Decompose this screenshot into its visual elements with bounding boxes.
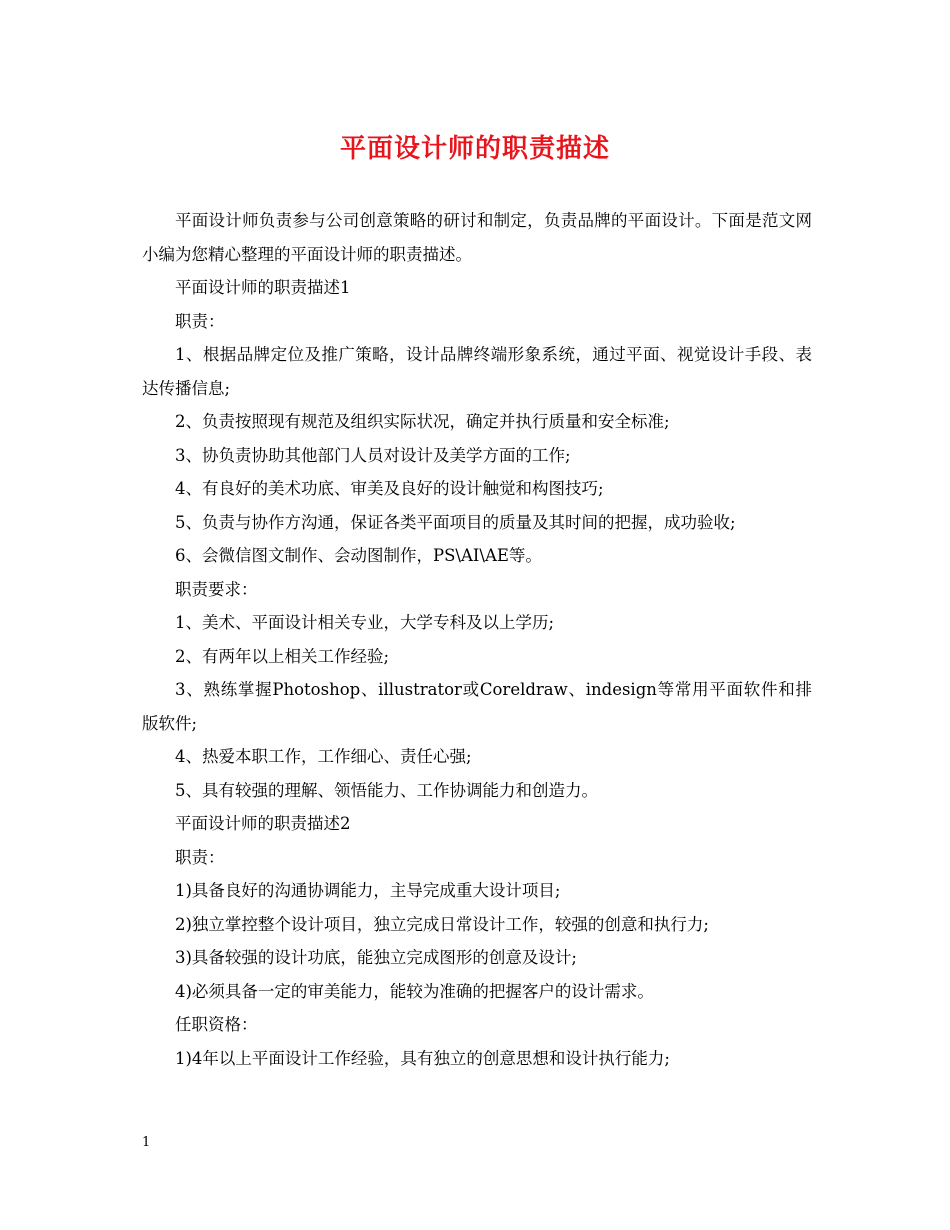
subheading-duties: 职责： [175, 847, 225, 867]
list-item: 1)具备良好的沟通协调能力，主导完成重大设计项目; [175, 881, 561, 900]
document-body [142, 204, 812, 1075]
section-heading-2: 平面设计师的职责描述2 [175, 814, 351, 833]
list-item: 1、美术、平面设计相关专业，大学专科及以上学历; [175, 613, 555, 632]
list-item: 5、具有较强的理解、领悟能力、工作协调能力和创造力。 [175, 780, 598, 800]
subheading-requirements: 职责要求： [175, 579, 258, 599]
list-item: 1)4年以上平面设计工作经验，具有独立的创意思想和设计执行能力; [175, 1048, 670, 1068]
list-item: 2、负责按照现有规范及组织实际状况，确定并执行质量和安全标准; [175, 412, 670, 431]
list-item: 3)具备较强的设计功底，能独立完成图形的创意及设计; [175, 948, 577, 967]
document-title: 平面设计师的职责描述 [339, 134, 610, 164]
list-item: 2、有两年以上相关工作经验; [175, 646, 390, 666]
section-heading-1: 平面设计师的职责描述1 [175, 278, 351, 297]
list-item: 3、协负责协助其他部门人员对设计及美学方面的工作; [175, 445, 571, 465]
list-item: 2)独立掌控整个设计项目，独立完成日常设计工作，较强的创意和执行力; [175, 914, 709, 934]
paragraph-intro: 平面设计师负责参与公司创意策略的研讨和制定，负责品牌的平面设计。下面是范文网小编为您精心整理的平面设计师的职责描述。 [142, 211, 812, 264]
list-item: 4、有良好的美术功底、审美及良好的设计触觉和构图技巧; [175, 479, 604, 498]
list-item: 4、热爱本职工作，工作细心、责任心强; [175, 747, 472, 766]
list-item: 3、熟练掌握Photoshop、illustrator或Coreldraw、indesign等常用平面软件和排版软件; [142, 680, 812, 733]
subheading-duties: 职责： [175, 311, 225, 331]
subheading-qualifications: 任职资格： [175, 1015, 258, 1034]
list-item: 5、负责与协作方沟通，保证各类平面项目的质量及其时间的把握，成功验收; [175, 512, 736, 532]
page-number: 1 [142, 1135, 151, 1150]
list-item: 6、会微信图文制作、会动图制作，PS\AI\AE等。 [175, 546, 542, 565]
list-item: 1、根据品牌定位及推广策略，设计品牌终端形象系统，通过平面、视觉设计手段、表达传播信息; [142, 345, 812, 398]
list-item: 4)必须具备一定的审美能力，能较为准确的把握客户的设计需求。 [175, 981, 654, 1001]
